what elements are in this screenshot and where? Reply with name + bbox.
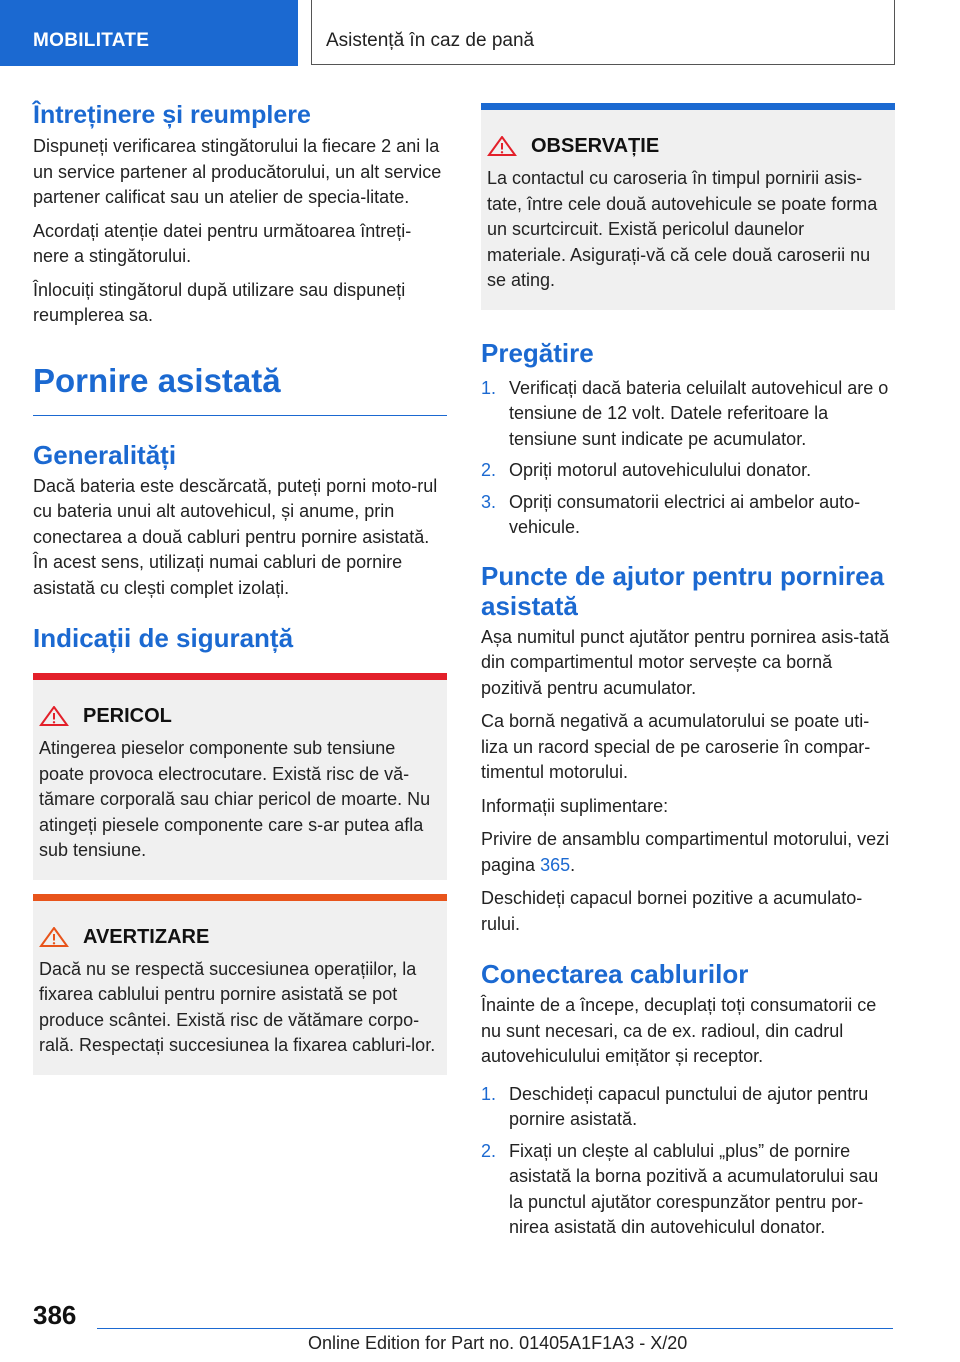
title-underline (33, 415, 447, 416)
caution-triangle-icon (487, 136, 517, 156)
safety-heading: Indicații de siguranță (33, 623, 294, 653)
danger-title: PERICOL (83, 705, 172, 727)
list-item: 3. Opriți consumatorii electrici ai ambelor auto-vehicule. (481, 491, 861, 537)
chapter-tab[interactable] (311, 0, 895, 65)
warning-text: Dacă nu se respectă succesiunea operațiilor, la fixarea cablului pentru pornire asistată se pot produce scântei. Există risc de vătămare corpo-rală. Respectați succesiunea la fixarea cabluri-lor. (39, 958, 436, 1055)
note-title: OBSERVAȚIE (531, 135, 660, 157)
section-label: MOBILITATE (33, 30, 150, 51)
connect-list (481, 1082, 895, 1241)
main-section-title: Pornire asistată (33, 361, 281, 399)
preparation-list (481, 376, 895, 541)
maintenance-paragraph-1: Dispuneți verificarea stingătorului la fiecare 2 ani la un service partener al producătorului, un alt service partener calificat sau un atelier de specia-litate. (33, 136, 442, 207)
maintenance-paragraph-3: Înlocuiți stingătorul după utilizare sau dispuneți reumplerea sa. (33, 279, 406, 325)
warning-bar (33, 894, 447, 901)
points-paragraph-2: Ca bornă negativă a acumulatorului se poate uti-liza un racord special de pe caroserie în compar-timentul motorului. (481, 711, 871, 782)
chapter-label: Asistență în caz de pană (326, 30, 535, 51)
preparation-heading: Pregătire (481, 337, 594, 368)
note-bar (481, 103, 895, 110)
section-tab[interactable] (0, 0, 298, 66)
edition-text: Online Edition for Part no. 01405A1F1A3 - X/20 (308, 1333, 688, 1353)
danger-box (33, 673, 447, 880)
right-column (481, 103, 895, 1241)
points-heading: Puncte de ajutor pentru pornirea asistată (481, 560, 885, 621)
page-header (0, 0, 960, 66)
list-item: 1. Deschideți capacul punctului de ajutor pentru pornire asistată. (481, 1083, 869, 1129)
points-paragraph-5: Deschideți capacul bornei pozitive a acumulato-rului. (481, 888, 863, 934)
general-paragraph: Dacă bateria este descărcată, puteți porni moto-rul cu bateria unui alt autovehicul, și anume, prin conectarea a două cabluri pentru pornire asistată. În acest sens, utilizați numai cabluri de pornire asistată cu clești complet izolați. (33, 475, 438, 598)
left-column (33, 100, 447, 1075)
connect-heading: Conectarea cablurilor (481, 959, 749, 989)
warning-triangle-icon (39, 927, 69, 947)
connect-paragraph: Înainte de a începe, decuplați toți consumatorii ce nu sunt necesari, ca de ex. radioul, din cadrul autovehiculului emițător și receptor. (481, 995, 877, 1066)
list-item: 2. Fixați un clește al cablului „plus” de pornire asistată la borna pozitivă a acumulatorului sau la punctul ajutător corespunzător pentru por-nirea asistată din autovehiculul donator. (481, 1140, 879, 1237)
warning-title: AVERTIZARE (83, 925, 210, 948)
note-text: La contactul cu caroseria în timpul pornirii asis-tate, între cele două autovehicule se poate forma un scurtcircuit. Există pericolul daunelor materiale. Asigurați-vă că cele două caroserii nu se ating. (487, 168, 878, 290)
note-box (481, 103, 895, 310)
general-heading: Generalități (33, 439, 177, 470)
list-item: 2. Opriți motorul autovehiculului donator. (481, 460, 812, 480)
warning-box (33, 894, 447, 1075)
list-item: 1. Verificați dacă bateria celuilalt autovehicul are o tensiune de 12 volt. Datele referitoare la tensiune sunt indicate pe acumulator. (481, 377, 889, 449)
maintenance-heading: Întreținere și reumplere (33, 101, 311, 129)
page-reference-link[interactable]: 365 (540, 854, 571, 875)
danger-bar (33, 673, 447, 680)
points-paragraph-3: Informații suplimentare: (481, 795, 669, 816)
warning-triangle-icon (39, 706, 69, 726)
footer-rule (97, 1328, 893, 1329)
points-paragraph-1: Așa numitul punct ajutător pentru pornirea asis-tată din compartimentul motor servește ca bornă pozitivă pentru acumulator. (481, 626, 890, 698)
page-number: 386 (33, 1300, 77, 1330)
danger-text: Atingerea pieselor componente sub tensiune poate provoca electrocutare. Există risc de vă-tămare corporală sau chiar pericol de moarte. Nu atingeți piesele componente care s-ar putea afla sub tensiune. (39, 738, 431, 860)
points-paragraph-4: Privire de ansamblu compartimentul motorului, vezi pagina 365. (481, 829, 890, 875)
maintenance-paragraph-2: Acordați atenție datei pentru următoarea întreți-nere a stingătorului. (33, 220, 412, 266)
